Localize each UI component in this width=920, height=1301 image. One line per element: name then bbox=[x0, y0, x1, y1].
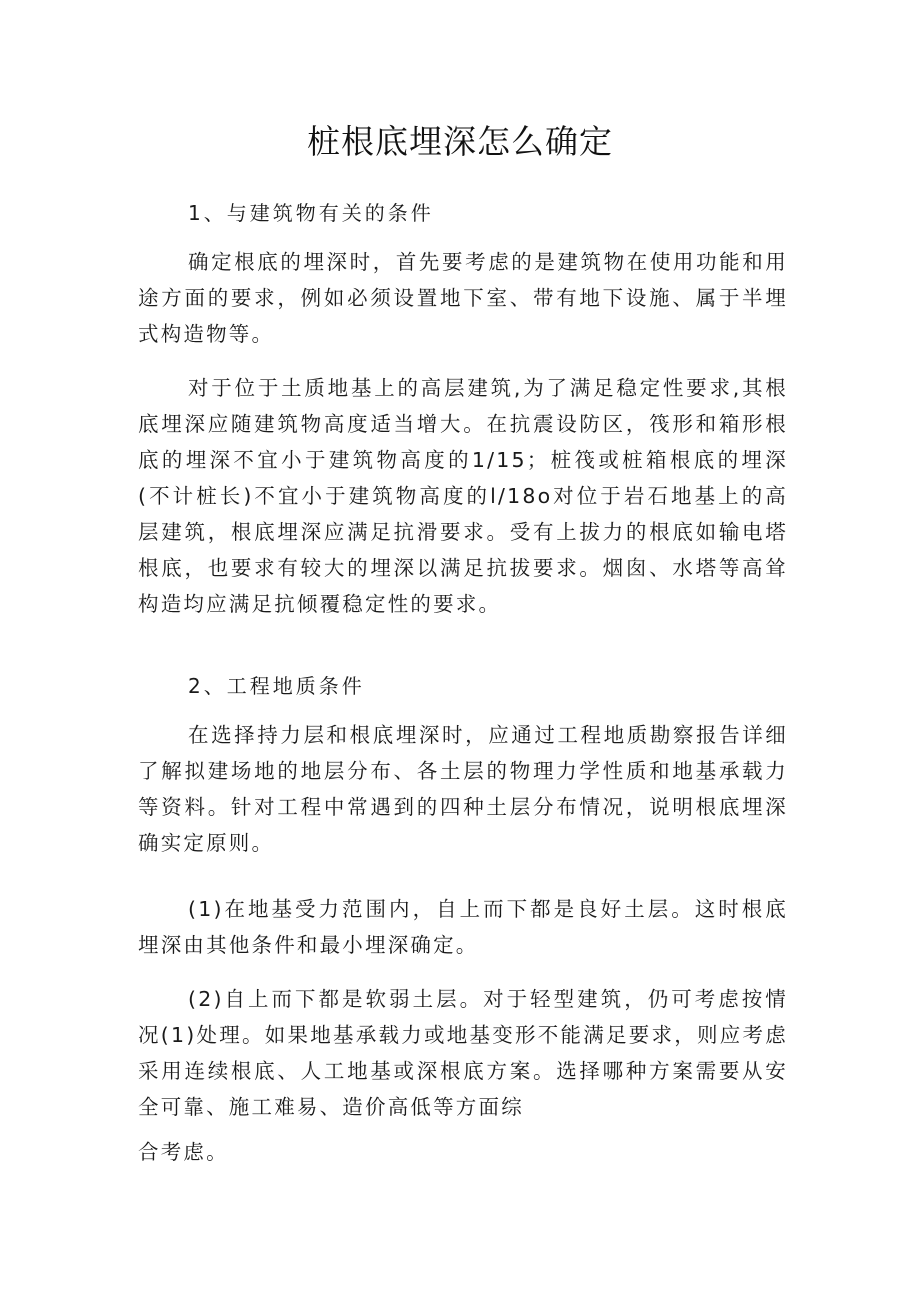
document-title: 桩根底埋深怎么确定 bbox=[307, 122, 613, 161]
paragraph-geological-survey: 在选择持力层和根底埋深时，应通过工程地质勘察报告详细了解拟建场地的地层分布、各土层的物理力学性质和地基承载力等资料。针对工程中常遇到的四种土层分布情况，说明根底埋深确实定原则。 bbox=[138, 723, 788, 855]
list-item-soft-soil-tail: 合考虑。 bbox=[138, 1140, 229, 1164]
list-item-soft-soil: (2)自上而下都是软弱土层。对于轻型建筑，仍可考虑按情况(1)处理。如果地基承载力或地基变形不能满足要求，则应考虑采用连续根底、人工地基或深根底方案。选择哪种方案需要从安全可靠、施工难易、造价高低等方面综 bbox=[138, 987, 788, 1119]
section-heading-2: 2、工程地质条件 bbox=[188, 674, 365, 698]
list-item-good-soil: (1)在地基受力范围内，自上而下都是良好土层。这时根底埋深由其他条件和最小埋深确定。 bbox=[138, 897, 788, 957]
paragraph-high-rise-buildings: 对于位于土质地基上的高层建筑,为了满足稳定性要求,其根底埋深应随建筑物高度适当增大。在抗震设防区，筏形和箱形根底的埋深不宜小于建筑物高度的1/15；桩筏或桩箱根底的埋深(不计桩长)不宜小于建筑物高度的l/18o对位于岩石地基上的高层建筑，根底埋深应满足抗滑要求。受有上拔力的根底如输电塔根底，也要求有较大的埋深以满足抗拔要求。烟囱、水塔等高耸构造均应满足抗倾覆稳定性的要求。 bbox=[138, 376, 788, 616]
section-heading-1: 1、与建筑物有关的条件 bbox=[188, 201, 434, 225]
paragraph-usage-requirements: 确定根底的埋深时，首先要考虑的是建筑物在使用功能和用途方面的要求，例如必须设置地下室、带有地下设施、属于半埋式构造物等。 bbox=[138, 250, 788, 346]
